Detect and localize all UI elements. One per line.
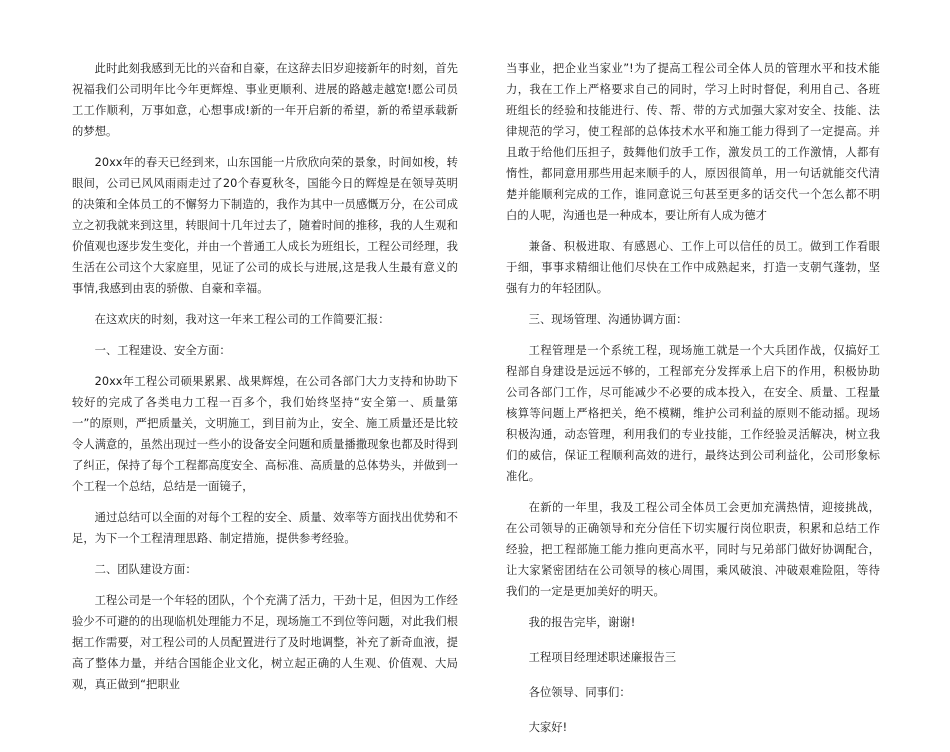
paragraph: 20xx年工程公司硕果累累、战果辉煌，在公司各部门大力支持和协助下较好的完成了各类电力工程一百多个，我们始终坚持“安全第一、质量第一”的原则，严把质量关，文明施工，到目前为止，安全、施工质量还是比较令人满意的，虽然出现过一些小的设备安全问题和质量播撒现象也都及时得到了纠正，保持了每个工程都高度安全、高标准、高质量的总体势头，并做到一个工程一个总结，总结是一面镜子， <box>72 375 458 493</box>
right-column <box>506 58 880 752</box>
paragraph: 工程公司是一个年轻的团队，个个充满了活力，干劲十足，但因为工作经验少不可避的的出现临机处理能力不足，现场施工不到位等问题，对此我们根据工作需要，对工程公司的人员配置进行了及时地调整，补充了新奇血液，提高了整体力量，并结合国能企业文化，树立起正确的人生观、价值观、大局观，真正做到“把职业 <box>72 594 458 691</box>
paragraph: 兼备、积极进取、有感恩心、工作上可以信任的员工。做到工作看眼于细，事事求精细让他们尽快在工作中成熟起来，打造一支朝气蓬勃，坚强有力的年轻团队。 <box>506 240 880 295</box>
section-heading: 一、工程建设、安全方面： <box>94 344 231 357</box>
paragraph: 此时此刻我感到无比的兴奋和自豪，在这辞去旧岁迎接新年的时刻，首先祝福我们公司明年比今年更辉煌、事业更顺利、进展的路越走越宽!愿公司员工工作顺利，万事如意，心想事成!新的一年开启新的希望，新的希望承载新的梦想。 <box>72 62 458 138</box>
paragraph: 工程管理是一个系统工程，现场施工就是一个大兵团作战，仅搞好工程部自身建设是远远不够的，工程部充分发挥承上启下的作用，积极协助公司各部门工作，尽可能减少不必要的成本投入，在安全、质量、工程量核算等问题上严格把关，绝不模糊，维护公司利益的原则不能动摇。现场积极沟通，动态管理，利用我们的专业技能，工作经验灵活解决，树立我们的威信，保证工程顺利高效的进行，最终达到公司利益化，公司形象标准化。 <box>506 344 880 483</box>
report-title: 工程项目经理述职述廉报告三 <box>528 651 677 664</box>
paragraph: 在这欢庆的时刻，我对这一年来工程公司的工作简要汇报： <box>94 313 390 326</box>
salutation: 各位领导、同事们： <box>528 686 631 699</box>
greeting: 大家好! <box>528 721 568 734</box>
paragraph: 通过总结可以全面的对每个工程的安全、质量、效率等方面找出优势和不足，为下一个工程清理思路、制定措施，提供参考经验。 <box>72 511 458 545</box>
paragraph: 20xx年的春天已经到来，山东国能一片欣欣向荣的景象，时间如梭，转眼间，公司已风风雨雨走过了20个春夏秋冬，国能今日的辉煌是在领导英明的决策和全体员工的不懈努力下制造的，我作为其中一员感慨万分，在公司成立之初我就来到这里，转眼间十几年过去了，随着时间的推移，我的人生观和价值观也逐步发生变化，并由一个普通工人成长为班组长，工程公司经理，我生活在公司这个大家庭里，见证了公司的成长与进展,这是我人生最有意义的事情,我感到由衷的骄傲、自豪和幸福。 <box>72 156 458 295</box>
section-heading: 三、现场管理、沟通协调方面： <box>528 313 688 326</box>
paragraph-continued: 当事业，把企业当家业”!为了提高工程公司全体人员的管理水平和技术能力，我在工作上严格要求自己的同时，学习上时时督促，利用自己、各班班组长的经验和技能进行、传、帮、带的方式加强大家对安全、技能、法律规范的学习，使工程部的总体技术水平和施工能力得到了一定提高。并且敢于给他们压担子，鼓舞他们放手工作，激发员工的工作激情，人都有惰性，都同意用那些用起来顺手的人，原因很简单，用一句话就能交代清楚并能顺利完成的工作，谁同意说三句甚至更多的话交代一个怎么都不明白的人呢，沟通也是一种成本，要让所有人成为德才 <box>506 62 880 222</box>
section-heading: 二、团队建设方面： <box>94 563 197 576</box>
left-column <box>72 58 458 705</box>
closing-line: 我的报告完毕，谢谢! <box>528 616 636 629</box>
paragraph: 在新的一年里，我及工程公司全体员工会更加充满热情，迎接挑战，在公司领导的正确领导和充分信任下切实履行岗位职责，积累和总结工作经验，把工程部施工能力推向更高水平，同时与兄弟部门做好协调配合，让大家紧密团结在公司领导的核心周围，乘风破浪、冲破艰难险阻，等待我们的一定是更加美好的明天。 <box>506 501 880 598</box>
